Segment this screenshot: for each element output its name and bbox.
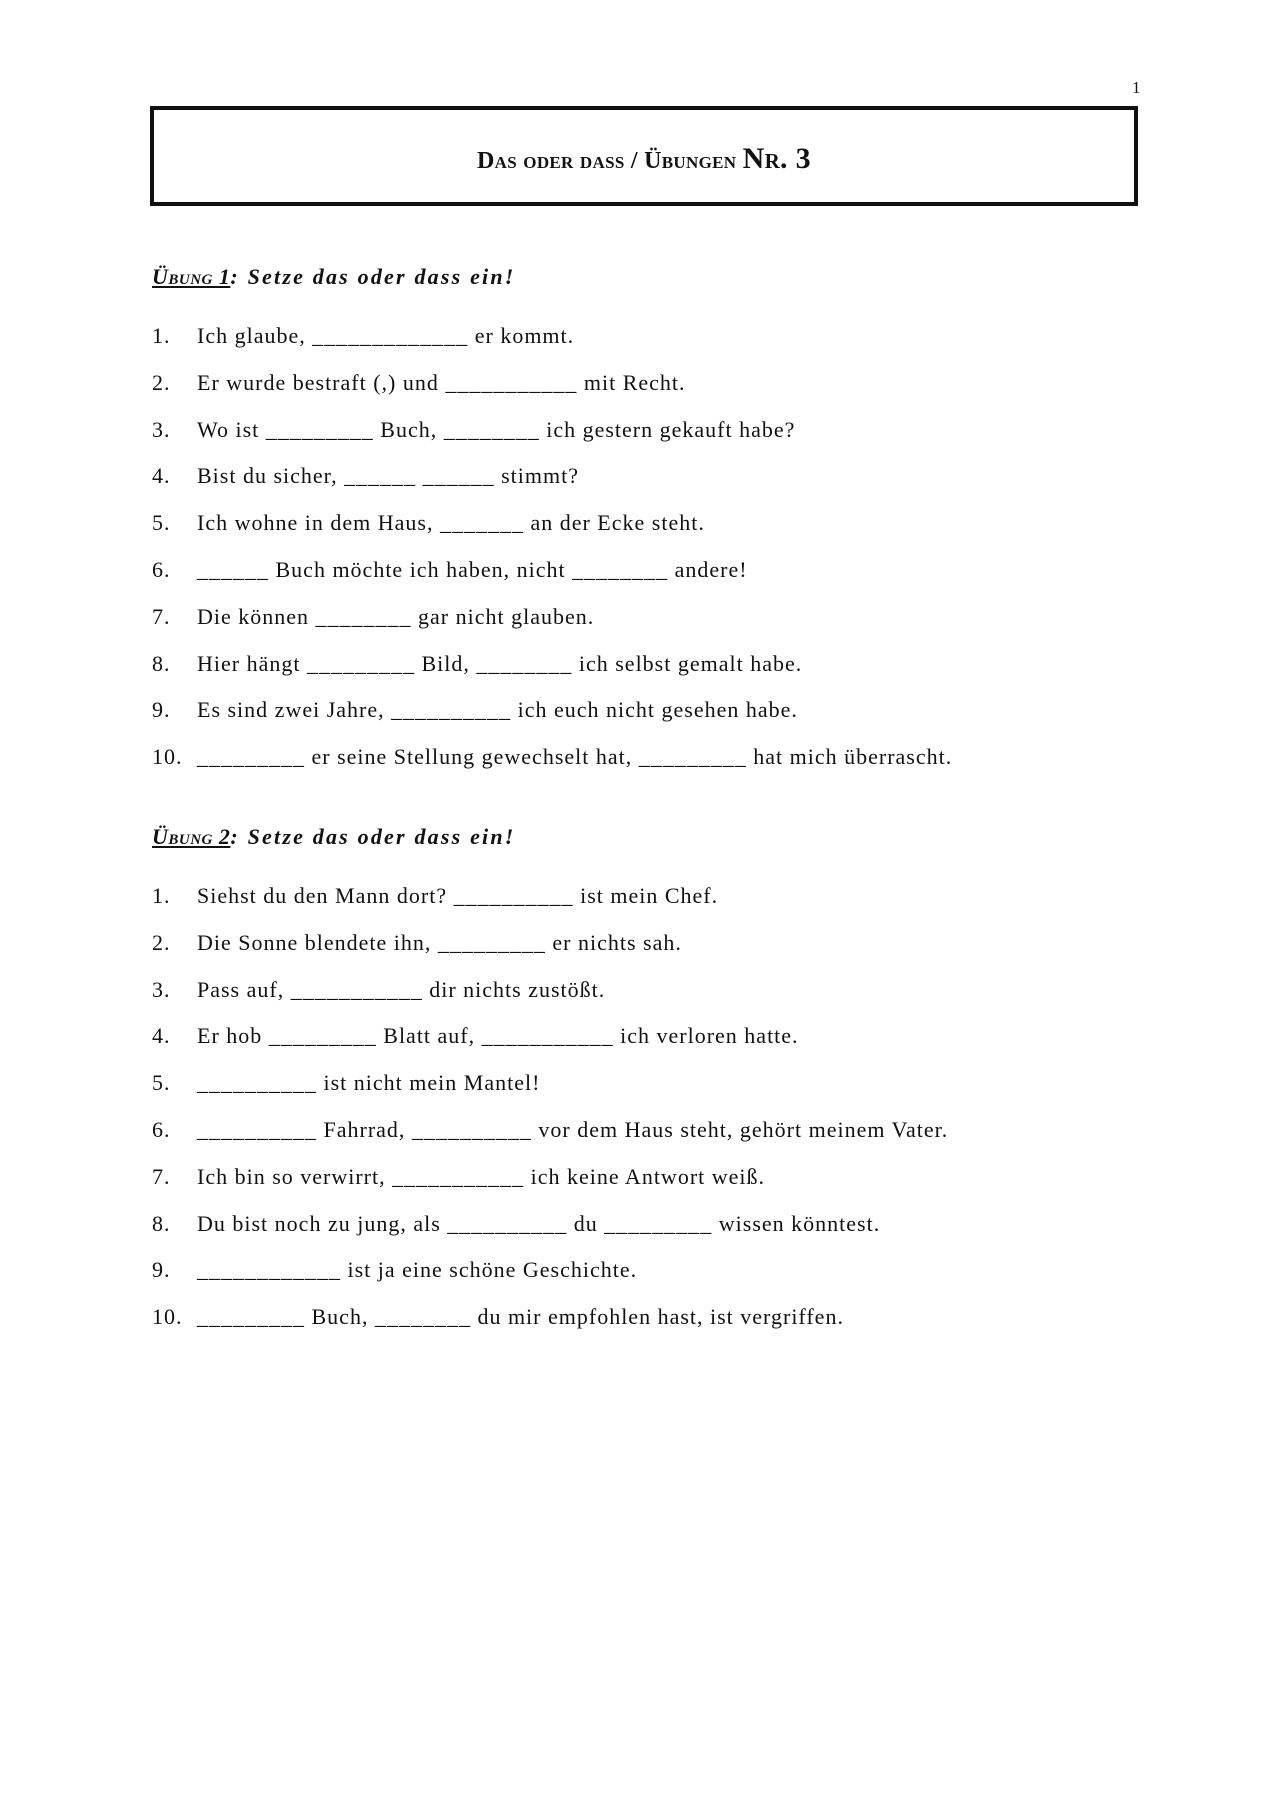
- item-text: Pass auf, ___________ dir nichts zustößt.: [197, 976, 606, 1002]
- item-text: Er wurde bestraft (,) und ___________ mit Recht.: [197, 369, 686, 395]
- exercise-item: [152, 603, 1142, 650]
- exercise-item: [152, 1210, 1142, 1257]
- item-text: Siehst du den Mann dort? __________ ist mein Chef.: [197, 883, 719, 908]
- item-number: 9.: [152, 697, 171, 723]
- item-text: Es sind zwei Jahre, __________ ich euch nicht gesehen habe.: [197, 697, 798, 723]
- item-text: Bist du sicher, ______ ______ stimmt?: [197, 463, 579, 489]
- exercise-item: [152, 743, 1142, 790]
- item-number: 4.: [152, 463, 171, 489]
- exercise-item: [152, 882, 1142, 929]
- exercise-items: [152, 322, 1142, 790]
- exercise-item: [152, 509, 1142, 556]
- exercise-item: [152, 322, 1142, 369]
- item-text: Die Sonne blendete ihn, _________ er nichts sah.: [197, 929, 682, 955]
- item-number: 3.: [152, 416, 171, 442]
- item-number: 8.: [152, 650, 171, 676]
- item-number: 1.: [152, 323, 171, 348]
- exercise-items: [152, 882, 1142, 1350]
- item-text: Er hob _________ Blatt auf, ___________ ich verloren hatte.: [197, 1023, 799, 1049]
- item-text: Ich wohne in dem Haus, _______ an der Ecke steht.: [197, 510, 705, 536]
- exercise-item: [152, 369, 1142, 416]
- item-text: _________ Buch, ________ du mir empfohlen hast, ist vergriffen.: [197, 1304, 844, 1330]
- exercise-heading: [152, 264, 1142, 294]
- exercise-item: [152, 462, 1142, 509]
- exercise-item: [152, 696, 1142, 743]
- exercise-item: [152, 416, 1142, 463]
- item-number: 2.: [152, 929, 171, 955]
- item-number: 6.: [152, 556, 171, 582]
- exercise-item: [152, 556, 1142, 603]
- exercise-item: [152, 1256, 1142, 1303]
- item-text: Die können ________ gar nicht glauben.: [197, 603, 595, 629]
- exercise-label: Übung 2: [152, 824, 231, 849]
- item-number: 6.: [152, 1116, 171, 1142]
- item-text: __________ Fahrrad, __________ vor dem Haus steht, gehört meinem Vater.: [197, 1116, 949, 1142]
- exercise-1: [152, 264, 1142, 790]
- page-title: [477, 142, 811, 176]
- item-number: 10.: [152, 744, 183, 770]
- item-number: 2.: [152, 369, 171, 395]
- item-text: Ich bin so verwirrt, ___________ ich keine Antwort weiß.: [197, 1163, 766, 1189]
- exercise-item: [152, 650, 1142, 697]
- item-number: 9.: [152, 1257, 171, 1283]
- exercise-item: [152, 976, 1142, 1023]
- item-text: Ich glaube, _____________ er kommt.: [197, 323, 575, 348]
- exercise-item: [152, 1116, 1142, 1163]
- item-number: 10.: [152, 1304, 183, 1330]
- item-number: 1.: [152, 883, 171, 908]
- item-text: Hier hängt _________ Bild, ________ ich selbst gemalt habe.: [197, 650, 803, 676]
- page-number: 1: [1132, 78, 1141, 97]
- title-box: [150, 106, 1138, 206]
- exercise-heading: [152, 824, 1142, 854]
- item-number: 4.: [152, 1023, 171, 1049]
- exercise-item: [152, 1022, 1142, 1069]
- exercise-item: [152, 1163, 1142, 1210]
- item-text: ____________ ist ja eine schöne Geschichte.: [197, 1257, 638, 1283]
- item-number: 7.: [152, 1163, 171, 1189]
- title-main: Das oder dass / Übungen: [477, 148, 743, 174]
- item-number: 7.: [152, 603, 171, 629]
- item-text: __________ ist nicht mein Mantel!: [197, 1070, 541, 1096]
- item-text: _________ er seine Stellung gewechselt hat, _________ hat mich überrascht.: [197, 744, 953, 770]
- exercise-label: Übung 1: [152, 264, 231, 289]
- exercise-2: [152, 824, 1142, 1350]
- item-number: 5.: [152, 510, 171, 536]
- item-text: ______ Buch möchte ich haben, nicht ________ andere!: [197, 556, 748, 582]
- item-text: Wo ist _________ Buch, ________ ich gestern gekauft habe?: [197, 416, 796, 442]
- item-number: 8.: [152, 1210, 171, 1236]
- item-number: 3.: [152, 976, 171, 1002]
- item-text: Du bist noch zu jung, als __________ du _________ wissen könntest.: [197, 1210, 881, 1236]
- exercise-instruction: : Setze das oder dass ein!: [230, 824, 516, 849]
- exercise-item: [152, 1303, 1142, 1350]
- item-number: 5.: [152, 1070, 171, 1096]
- title-number: Nr. 3: [742, 142, 811, 175]
- exercise-instruction: : Setze das oder dass ein!: [230, 264, 516, 289]
- exercise-item: [152, 1069, 1142, 1116]
- exercise-item: [152, 929, 1142, 976]
